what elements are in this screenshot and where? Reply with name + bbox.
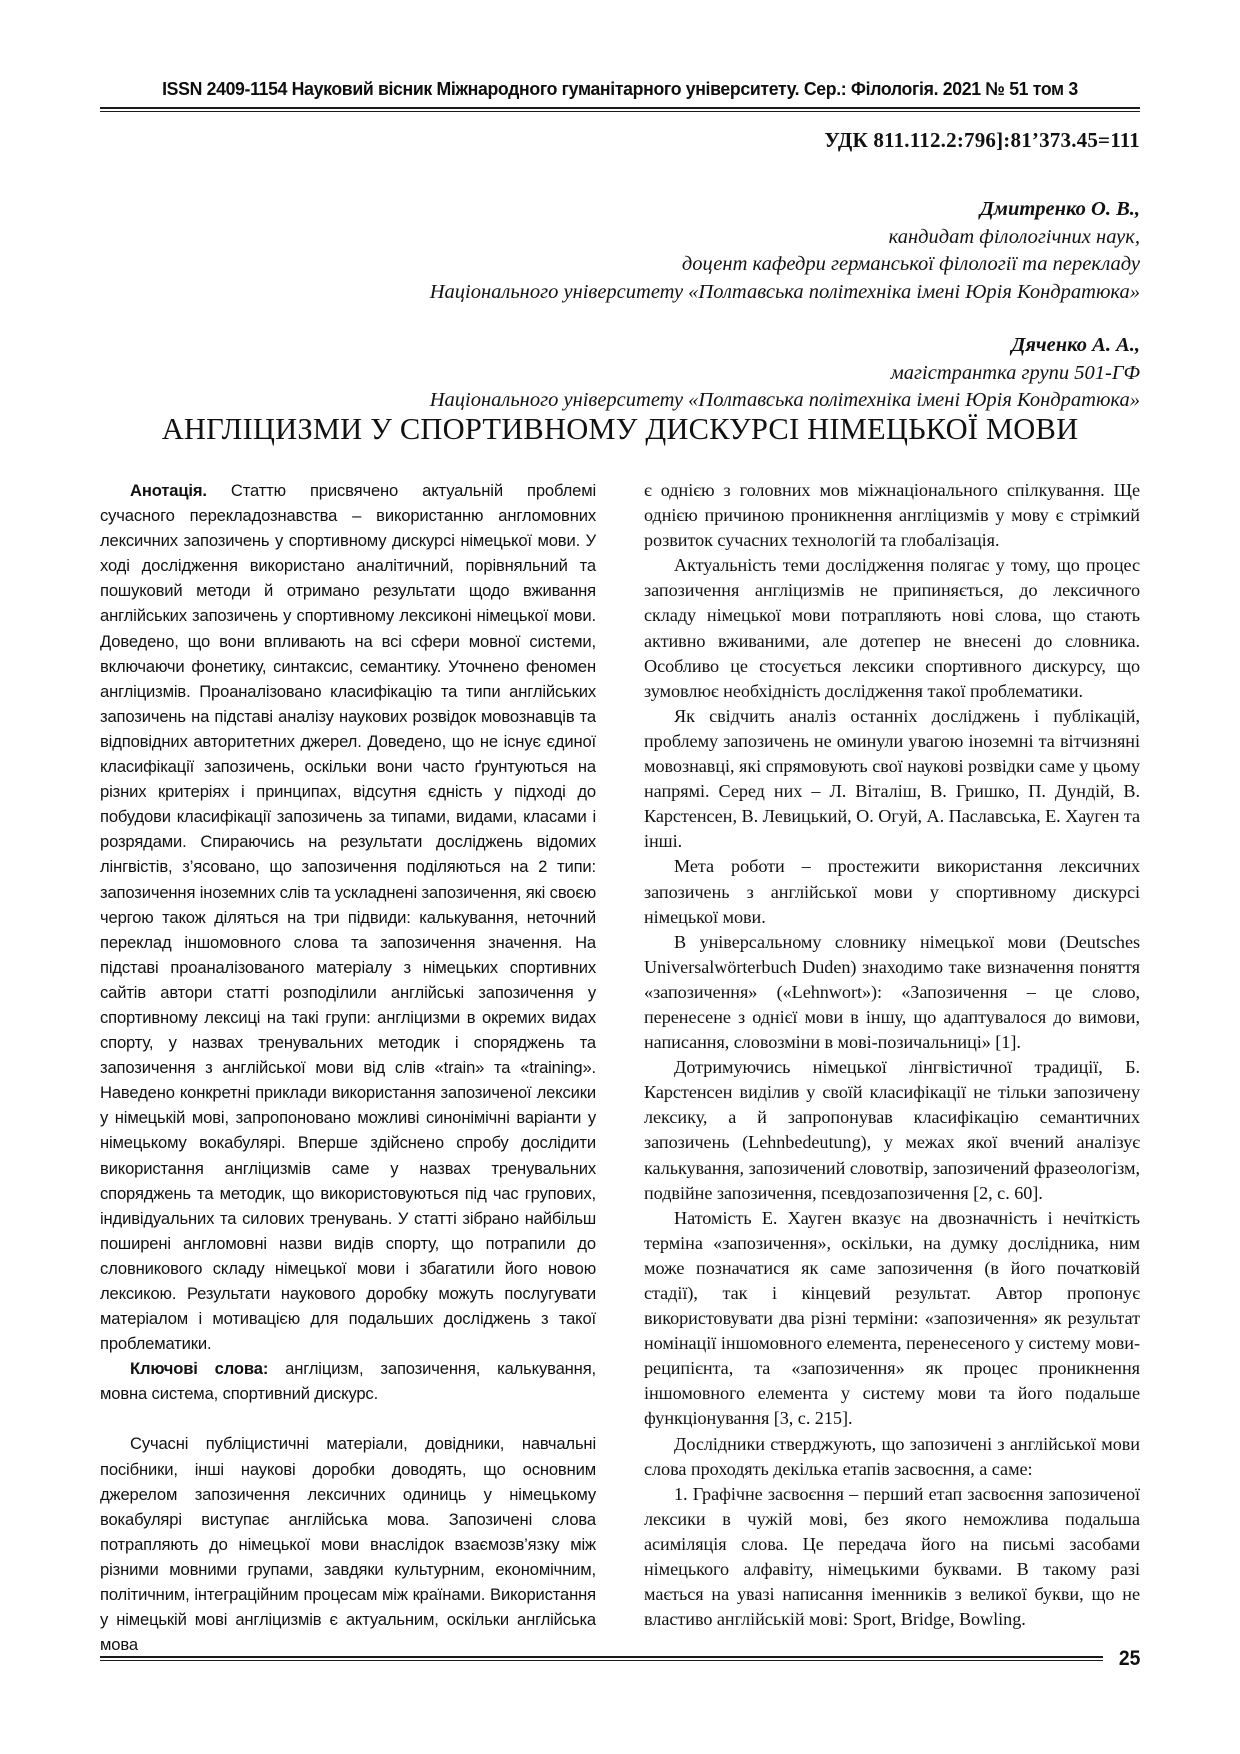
running-head-text: ISSN 2409-1154 Науковий вісник Міжнародного гуманітарного університету. Сер.: Філологія. 2021 № 51 том 3 (162, 78, 1078, 99)
article-columns (100, 478, 1140, 1657)
udc-code: УДК 811.112.2:796]:81’373.45=111 (824, 128, 1140, 152)
author-affiliation-line: доцент кафедри германської філології та перекладу (681, 253, 1140, 275)
author-block-list (100, 196, 1140, 415)
footer-divider-rule (100, 1656, 1103, 1661)
body-paragraph: 1. Графічне засвоєння – перший етап засвоєння запозиченої лексики в чужій мові, без якого неможлива подальша асиміляція слова. Це передача його на письмі засобами німецького алфавіту, німецькими буквами. В такому разі мається на увазі написання іменників з великої букви, що не властиво англійській мові: Sport, Bridge, Bowling. (644, 1483, 1140, 1630)
column-right (644, 478, 1140, 1657)
header-divider-rule (100, 107, 1140, 112)
column-left (100, 478, 596, 1657)
keywords-label: Ключові слова: (130, 1359, 269, 1379)
body-paragraph: Натомість Е. Хауген вказує на двозначність і нечіткість терміна «запозичення», оскільки, на думку дослідника, ним може позначатися як саме запозичення (в його початковій стадії), так і кінцевий результат. Автор пропонує використовувати два різні терміни: «запозичення» як результат номінації іншомовного елемента, перенесеного у систему мови-реципієнта, та «запозичення» як процес проникнення іншомовного елемента у систему мови та його подальше функціонування [3, с. 215]. (644, 1207, 1140, 1429)
author-block (100, 196, 1140, 306)
body-paragraph: Мета роботи – простежити використання лексичних запозичень з англійської мови у спортивному дискурсі німецької мови. (644, 856, 1140, 927)
body-paragraph: Дослідники стверджують, що запозичені з англійської мови слова проходять декілька етапів засвоєння, а саме: (644, 1433, 1140, 1479)
page-number: 25 (1118, 1647, 1140, 1670)
article-title: АНГЛІЦИЗМИ У СПОРТИВНОМУ ДИСКУРСІ НІМЕЦЬКОЇ МОВИ (161, 412, 1079, 447)
body-paragraph: В універсальному словнику німецької мови (Deutsches Universalwörterbuch Duden) знаходимо таке визначення поняття «запозичення» («Lehnwort»): «Запозичення – це слово, перенесене з однієї мови в іншу, що адаптувалося до вимови, написання, словозміни в мові-позичальниці» [1]. (644, 931, 1140, 1053)
page-footer (100, 1648, 1140, 1669)
abstract-paragraph (100, 478, 596, 1356)
author-affiliation-line: Національного університету «Полтавська політехніка імені Юрія Кондратюка» (429, 280, 1140, 303)
body-paragraph: Як свідчить аналіз останніх досліджень і публікацій, проблему запозичень не оминули увагою іноземні та вітчизняні мовознавці, які спрямовують свої наукові розвідки саме у цьому напрямі. Серед них – Л. Віталіш, В. Гришко, П. Дундій, В. Карстенсен, В. Левицький, О. Огуй, А. Паславська, Е. Хауген та інші. (644, 705, 1140, 852)
author-name: Дяченко А. А., (1011, 334, 1140, 356)
author-name: Дмитренко О. В., (979, 198, 1140, 220)
body-paragraph: Сучасні публіцистичні матеріали, довідники, навчальні посібники, інші наукові доробки доводять, що основним джерелом запозичення лексичних одиниць у німецькому вокабулярі виступає англійська мова. Запозичені слова потрапляють до німецької мови внаслідок взаємозв’язку між різними мовними групами, завдяки культурним, економічним, політичним, інтеграційним процесам між країнами. Використання у німецькій мові англіцизмів є актуальним, оскільки англійська мова (100, 1434, 596, 1655)
body-paragraph: Дотримуючись німецької лінгвістичної традиції, Б. Карстенсен виділив у своїй класифікації не тільки запозичену лексику, а й запропонував класифікацію семантичних запозичень (Lehnbedeutung), у межах якої вчений аналізує калькування, запозичений словотвір, запозичений фразеологізм, подвійне запозичення, псевдозапозичення [2, с. 60]. (644, 1057, 1140, 1203)
author-affiliation-line: магістрантка групи 501-ГФ (890, 361, 1140, 384)
author-affiliation-line: кандидат філологічних наук, (888, 225, 1140, 248)
body-paragraph: є однією з головних мов міжнаціонального спілкування. Ще однією причиною проникнення англіцизмів у мову є стрімкий розвиток сучасних технологій та глобалізація. (644, 480, 1140, 551)
abstract-text: Статтю присвячено актуальній проблемі сучасного перекладознавства – використанню англомовних лексичних запозичень у спортивному дискурсі німецької мови. У ході дослідження використано аналітичний, порівняльний та пошуковий методи й отримано результати щодо вживання англійських запозичень у спортивному лексиконі німецької мови. Доведено, що вони впливають на всі сфери мовної системи, включаючи фонетику, синтаксис, семантику. Уточнено феномен англіцизмів. Проаналізовано класифікацію та типи англійських запозичень на підставі аналізу наукових розвідок мовознавців та відповідних авторитетних джерел. Доведено, що не існує єдиної класифікації запозичень, оскільки вони часто ґрунтуються на різних критеріях і принципах, відсутня єдність у підході до побудови класифікації запозичень за типами, видами, класами і розрядами. Спираючись на результати досліджень відомих лінгвістів, з’ясовано, що запозичення поділяються на 2 типи: запозичення іноземних слів та ускладнені запозичення, які своєю чергою також діляться на три підвиди: калькування, неточний переклад іншомовного слова та запозичення значення. На підставі проаналізованого матеріалу з німецьких спортивних сайтів автори статті розподілили англійські запозичення у спортивному лексиці на такі групи: англіцизми в окремих видах спорту, у назвах тренувальних методик і споряджень та запозичення з англійської мови від слів «train» та «training». Наведено конкретні приклади використання запозиченої лексики у німецькій мові, запропоновано можливі синонімічні варіанти у німецькому вокабулярі. Вперше здійснено спробу дослідити використання англіцизмів саме у назвах тренувальних споряджень та методик, що використовуються під час групових, індивідуальних та силових тренувань. У статті зібрано найбільш поширені англомовні назви видів спорту, що потрапили до словникового складу німецької мови і збагатили його новою лексикою. Результати наукового доробку можуть послугувати матеріалом і мотивацією для подальших досліджень з такої проблематики. (100, 481, 596, 1354)
author-block (100, 332, 1140, 415)
keywords-text: англіцизм, запозичення, калькування, мовна система, спортивний дискурс. (100, 1359, 596, 1404)
author-affiliation-line: Національного університету «Полтавська політехніка імені Юрія Кондратюка» (429, 389, 1140, 411)
keywords-paragraph (100, 1356, 596, 1406)
abstract-label: Анотація. (130, 481, 207, 500)
running-head-area (100, 78, 1140, 112)
body-paragraph: Актуальність теми дослідження полягає у тому, що процес запозичення англіцизмів не припиняється, до лексичного складу німецької мови потрапляють нові слова, що стають активно вживаними, але дотепер не внесені до словника. Особливо це стосується лексики спортивного дискурсу, що зумовлює необхідність дослідження такої проблематики. (644, 555, 1140, 701)
